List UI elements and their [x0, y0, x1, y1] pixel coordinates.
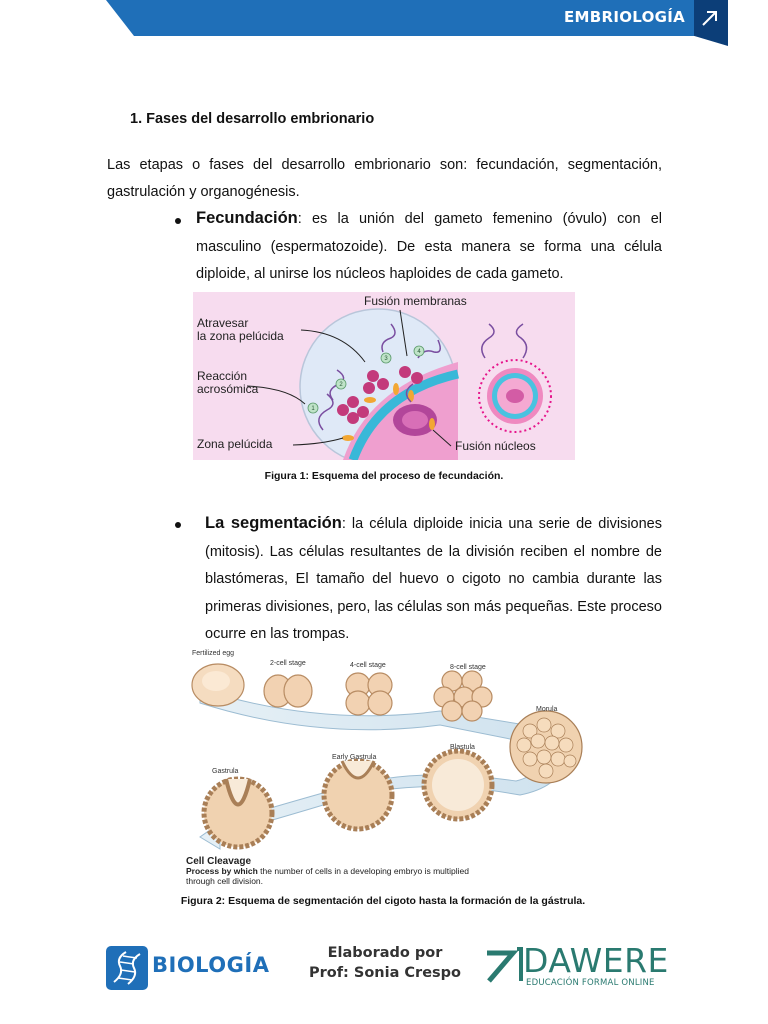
footer-subject: BIOLOGÍA	[152, 953, 270, 977]
footer-credit-line2: Prof: Sonia Crespo	[308, 965, 462, 981]
step-4-label: 4	[417, 349, 421, 355]
footer-brand: DAWERE	[523, 941, 669, 980]
footer-credit-line1: Elaborado por	[327, 945, 443, 961]
label-cell-cleavage: Cell Cleavage	[186, 856, 252, 867]
label-atravesar-1: Atravesar	[197, 316, 249, 330]
dna-icon	[106, 946, 148, 990]
label-early-gastrula: Early Gastrula	[332, 754, 377, 761]
label-reaccion-1: Reacción	[197, 369, 248, 383]
label-2-cell: 2-cell stage	[270, 660, 306, 667]
label-4-cell: 4-cell stage	[350, 662, 386, 669]
svg-text:Process by which the number of	[186, 866, 469, 876]
bullet-body: : es la unión del gameto femenino (óvulo) con el masculino (espermatozoide). De esta manera se forma una célula diploide, al unirse los núcleos haploides de cada gameto.	[196, 211, 662, 282]
bullet-marker	[175, 522, 181, 528]
bullet-term: Fecundación	[196, 209, 298, 227]
label-reaccion-2: acrosómica	[197, 382, 259, 396]
label-fertilized-egg: Fertilized egg	[192, 650, 235, 657]
step-1-label: 1	[311, 406, 315, 412]
label-atravesar-2: la zona pelúcida	[197, 329, 284, 343]
figure2-caption: Figura 2: Esquema de segmentación del cigoto hasta la formación de la gástrula.	[180, 895, 586, 907]
label-zona-pelucida: Zona pelúcida	[197, 437, 273, 451]
bullet-fecundacion	[196, 205, 662, 289]
figure-fecundacion	[193, 292, 575, 460]
figure-segmentacion	[180, 645, 592, 889]
figure1-caption: Figura 1: Esquema del proceso de fecundación.	[264, 470, 504, 482]
header-title: EMBRIOLOGÍA	[564, 8, 686, 26]
label-gastrula: Gastrula	[212, 768, 239, 775]
bullet-term: La segmentación	[205, 514, 342, 532]
intro-paragraph: Las etapas o fases del desarrollo embrionario son: fecundación, segmentación, gastrulación y organogénesis.	[107, 157, 662, 200]
label-morula: Morula	[536, 706, 558, 713]
step-3-label: 3	[384, 356, 388, 362]
bullet-segmentacion	[205, 510, 662, 649]
label-blastula: Blastula	[450, 744, 475, 751]
arrow-up-right-icon	[701, 9, 719, 27]
bullet-marker	[175, 218, 181, 224]
footer-brand-tagline: EDUCACIÓN FORMAL ONLINE	[526, 978, 655, 988]
dawere-logo-icon	[483, 945, 527, 985]
label-fusion-membranas: Fusión membranas	[364, 294, 467, 308]
label-cleavage-desc-1: the number of cells in a developing embryo is multiplied	[257, 866, 470, 876]
label-8-cell: 8-cell stage	[450, 664, 486, 671]
label-fusion-nucleos: Fusión núcleos	[455, 439, 536, 453]
step-2-label: 2	[339, 382, 343, 388]
bullet-body: : la célula diploide inicia una serie de divisiones (mitosis). Las células resultantes de la división reciben el nombre de blastómeras, El tamaño del huevo o cigoto no cambia durante las primeras divisiones, pero, las células son más pequeñas. Este proceso ocurre en las trompas.	[205, 516, 662, 642]
label-cleavage-desc-2: through cell division.	[186, 876, 264, 886]
section-heading: 1. Fases del desarrollo embrionario	[130, 111, 375, 127]
label-process-by-which: Process by which	[186, 866, 258, 876]
